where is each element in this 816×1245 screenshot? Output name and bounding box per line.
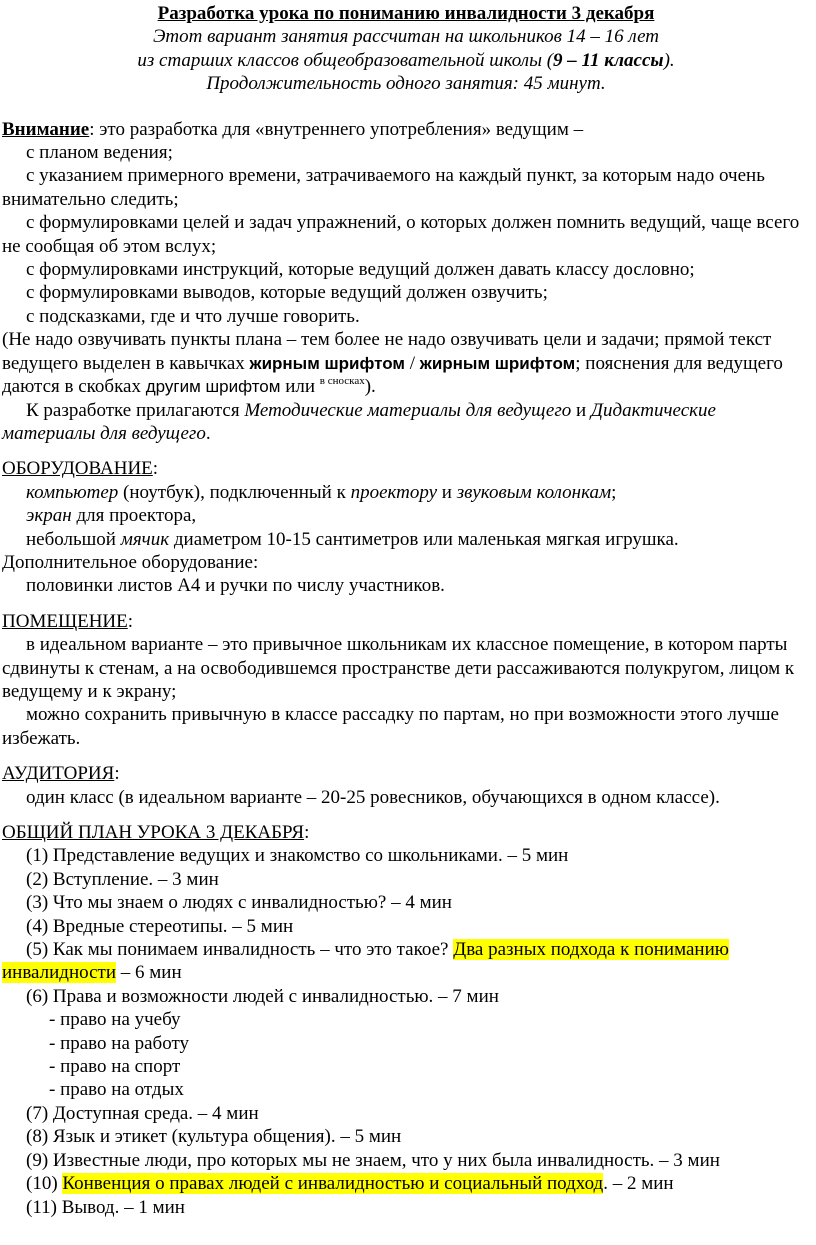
plan-item: (5) Как мы понимаем инвалидность – что это такое? Два разных подхода к пониманию инвалидности – 6 мин (2, 939, 729, 984)
room-section (2, 610, 810, 750)
plan-item: (2) Вступление. – 3 мин (26, 868, 219, 890)
plan-item: (4) Вредные стереотипы. – 5 мин (26, 915, 294, 937)
target-audience-line: Этот вариант занятия рассчитан на школьников 14 – 16 лет (152, 26, 660, 48)
attention-item: с формулировками выводов, которые ведущий должен озвучить; (26, 282, 548, 304)
plan-item: (9) Известные люди, про которых мы не знаем, что у них была инвалидность. – 3 мин (26, 1149, 720, 1171)
room-paragraph: можно сохранить привычную в классе рассадку по партам, но при возможности этого лучше избежать. (2, 704, 779, 749)
school-classes-line: из старших классов общеобразовательной школы (9 – 11 классы). (137, 49, 675, 71)
attention-label: Внимание (2, 118, 90, 140)
attention-note: (Не надо озвучивать пункты плана – тем более не надо озвучивать цели и задачи; прямой текст ведущего выделен в кавычках жирным шрифтом / жирным шрифтом; пояснения для ведущего даются в скобках другим шрифтом или $^{в сносках}$). (2, 329, 783, 398)
audience-paragraph: один класс (в идеальном варианте – 20-25 ровесников, обучающихся в одном классе). (26, 786, 720, 808)
equipment-item: компьютер (ноутбук), подключенный к проектору и звуковым колонкам; (26, 481, 617, 503)
highlighted-text: Конвенция о правах людей с инвалидностью и социальный подход (62, 1173, 604, 1195)
plan-item: (6) Права и возможности людей с инвалидностью. – 7 мин (26, 985, 499, 1007)
room-heading: ПОМЕЩЕНИЕ: (2, 610, 134, 632)
document-header (2, 0, 810, 96)
attention-section (2, 118, 810, 446)
audience-section (2, 762, 810, 809)
plan-subitem: - право на отдых (49, 1079, 184, 1101)
equipment-item: небольшой мячик диаметром 10-15 сантиметров или маленькая мягкая игрушка. (26, 528, 679, 550)
attention-item: с формулировками инструкций, которые ведущий должен давать классу дословно; (26, 259, 695, 281)
equipment-heading: ОБОРУДОВАНИЕ: (2, 458, 159, 480)
plan-section (2, 821, 810, 1219)
equipment-section (2, 457, 810, 597)
extra-equipment-label: Дополнительное оборудование: (2, 551, 259, 573)
plan-subitem: - право на учебу (49, 1009, 181, 1031)
audience-heading: АУДИТОРИЯ: (2, 763, 120, 785)
plan-item: (7) Доступная среда. – 4 мин (26, 1102, 259, 1124)
footnote-sample: в сносках (319, 375, 365, 388)
document-title: Разработка урока по пониманию инвалидности 3 декабря (157, 3, 655, 24)
attention-item: с указанием примерного времени, затрачиваемого на каждый пункт, за которым надо очень внимательно следить; (2, 165, 765, 210)
equipment-item: экран для проектора, (26, 505, 197, 527)
attention-item: с формулировками целей и задач упражнений, о которых должен помнить ведущий, чаще всего не сообщая об этом вслух; (2, 212, 800, 257)
plan-item: (3) Что мы знаем о людях с инвалидностью? – 4 мин (26, 892, 452, 914)
plan-item: (11) Вывод. – 1 мин (26, 1196, 185, 1218)
extra-equipment-item: половинки листов А4 и ручки по числу участников. (26, 575, 445, 597)
attention-item: с планом ведения; (26, 142, 173, 164)
plan-subitem: - право на работу (49, 1032, 190, 1054)
highlighted-text: Два разных подхода к пониманию инвалидности (2, 939, 729, 984)
room-paragraph: в идеальном варианте – это привычное школьникам их классное помещение, в котором парты сдвинуты к стенам, а на освободившемся пространстве дети рассаживаются полукругом, лицом к ведущему и к экрану; (2, 634, 795, 702)
plan-subitem: - право на спорт (49, 1056, 181, 1078)
plan-item: (1) Представление ведущих и знакомство со школьниками. – 5 мин (26, 845, 569, 867)
duration-line: Продолжительность одного занятия: 45 минут. (206, 73, 606, 95)
plan-item: (8) Язык и этикет (культура общения). – 5 мин (26, 1126, 402, 1148)
plan-heading: ОБЩИЙ ПЛАН УРОКА 3 ДЕКАБРЯ: (2, 822, 310, 843)
plan-item: (10) Конвенция о правах людей с инвалидностью и социальный подход. – 2 мин (26, 1173, 674, 1195)
attention-item: с подсказками, где и что лучше говорить. (26, 305, 360, 327)
attention-intro: Внимание: это разработка для «внутреннего употребления» ведущим – (2, 118, 584, 140)
attachments-note: К разработке прилагаются Методические материалы для ведущего и Дидактические материалы для ведущего. (2, 399, 716, 444)
